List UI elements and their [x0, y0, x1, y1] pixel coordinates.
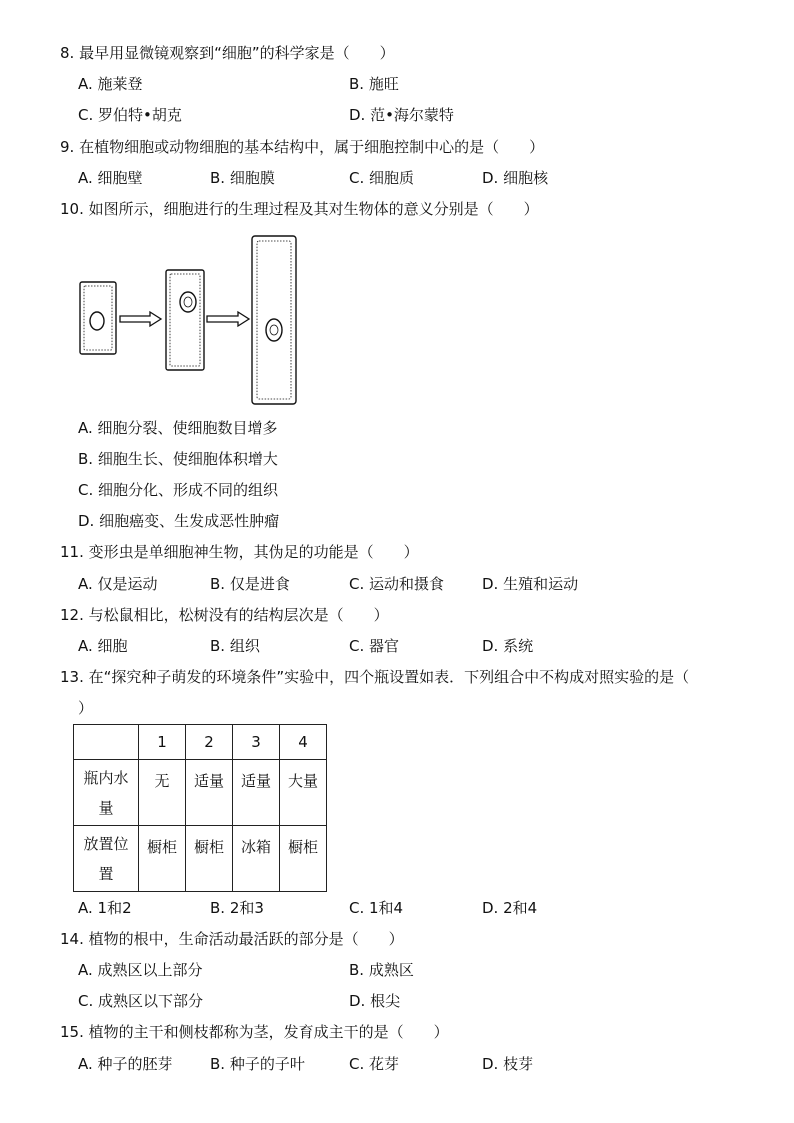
question-8-option-b: B. 施旺	[349, 75, 399, 93]
medium-cell	[166, 270, 204, 370]
question-14-option-a: A. 成熟区以上部分	[78, 961, 203, 979]
table-row-label	[74, 826, 139, 892]
question-13-option-a: A. 1和2	[78, 899, 132, 917]
question-8-stem: 8. 最早用显微镜观察到“细胞”的科学家是（ ）	[60, 44, 395, 62]
question-8-option-a: A. 施莱登	[78, 75, 143, 93]
question-8-option-d: D. 范•海尔蒙特	[349, 106, 454, 124]
question-11-stem: 11. 变形虫是单细胞神生物，其伪足的功能是（ ）	[60, 543, 419, 561]
question-12-option-c: C. 器官	[349, 637, 400, 655]
table-cell: 大量	[280, 760, 327, 826]
table-cell: 橱柜	[139, 826, 186, 892]
question-10-option-b: B. 细胞生长、使细胞体积增大	[78, 450, 278, 468]
table-header-cell: 3	[233, 725, 280, 760]
question-9-option-b: B. 细胞膜	[210, 169, 275, 187]
question-10-stem: 10. 如图所示，细胞进行的生理过程及其对生物体的意义分别是（ ）	[60, 200, 539, 218]
arrow-1-icon	[120, 312, 161, 326]
table-cell: 橱柜	[186, 826, 233, 892]
question-13-option-c: C. 1和4	[349, 899, 404, 917]
question-12-option-d: D. 系统	[482, 637, 534, 655]
question-12-option-b: B. 组织	[210, 637, 260, 655]
question-12-stem: 12. 与松鼠相比，松树没有的结构层次是（ ）	[60, 606, 389, 624]
question-15-option-c: C. 花芽	[349, 1055, 400, 1073]
question-9-option-a: A. 细胞壁	[78, 169, 143, 187]
question-14-option-d: D. 根尖	[349, 992, 401, 1010]
table-cell: 适量	[186, 760, 233, 826]
question-13-option-b: B. 2和3	[210, 899, 264, 917]
table-row	[74, 760, 327, 826]
question-14-option-c: C. 成熟区以下部分	[78, 992, 204, 1010]
table-cell: 无	[139, 760, 186, 826]
question-9-option-c: C. 细胞质	[349, 169, 415, 187]
question-15-stem: 15. 植物的主干和侧枝都称为茎，发育成主干的是（ ）	[60, 1023, 449, 1041]
large-cell	[252, 236, 296, 404]
table-cell: 橱柜	[280, 826, 327, 892]
table-cell: 适量	[233, 760, 280, 826]
question-12-option-a: A. 细胞	[78, 637, 128, 655]
question-8-option-c: C. 罗伯特•胡克	[78, 106, 182, 124]
table-header-row	[74, 725, 327, 760]
question-10-option-a: A. 细胞分裂、使细胞数目增多	[78, 419, 278, 437]
question-11-option-a: A. 仅是运动	[78, 575, 158, 593]
question-10-option-d: D. 细胞癌变、生发成恶性肿瘤	[78, 512, 280, 530]
table-row-label	[74, 760, 139, 826]
question-11-option-b: B. 仅是进食	[210, 575, 290, 593]
table-header-cell: 2	[186, 725, 233, 760]
question-15-option-d: D. 枝芽	[482, 1055, 534, 1073]
row-label-line: 放置位	[83, 834, 129, 853]
question-13-option-d: D. 2和4	[482, 899, 538, 917]
table-header-cell: 4	[280, 725, 327, 760]
arrow-2-icon	[207, 312, 249, 326]
question-13-stem: 13. 在“探究种子萌发的环境条件”实验中，四个瓶设置如表．下列组合中不构成对照实验的是（	[60, 668, 690, 686]
question-9-stem: 9. 在植物细胞或动物细胞的基本结构中，属于细胞控制中心的是（ ）	[60, 138, 545, 156]
question-14-stem: 14. 植物的根中，生命活动最活跃的部分是（ ）	[60, 930, 404, 948]
row-label-line: 量	[98, 798, 114, 817]
question-13-stem-continued: ）	[78, 699, 94, 717]
row-label-line: 置	[98, 864, 114, 883]
table-cell: 冰箱	[233, 826, 280, 892]
row-label-line: 瓶内水	[83, 768, 129, 787]
question-14-option-b: B. 成熟区	[349, 961, 414, 979]
small-cell	[80, 282, 116, 354]
question-11-option-d: D. 生殖和运动	[482, 575, 579, 593]
table-header-cell: 1	[139, 725, 186, 760]
question-9-option-d: D. 细胞核	[482, 169, 549, 187]
table-row	[74, 826, 327, 892]
experiment-table	[73, 724, 327, 892]
question-15-option-b: B. 种子的子叶	[210, 1055, 305, 1073]
question-15-option-a: A. 种子的胚芽	[78, 1055, 173, 1073]
question-10-option-c: C. 细胞分化、形成不同的组织	[78, 481, 279, 499]
question-11-option-c: C. 运动和摄食	[349, 575, 445, 593]
table-header-cell	[74, 725, 139, 760]
cell-growth-figure	[76, 230, 312, 408]
